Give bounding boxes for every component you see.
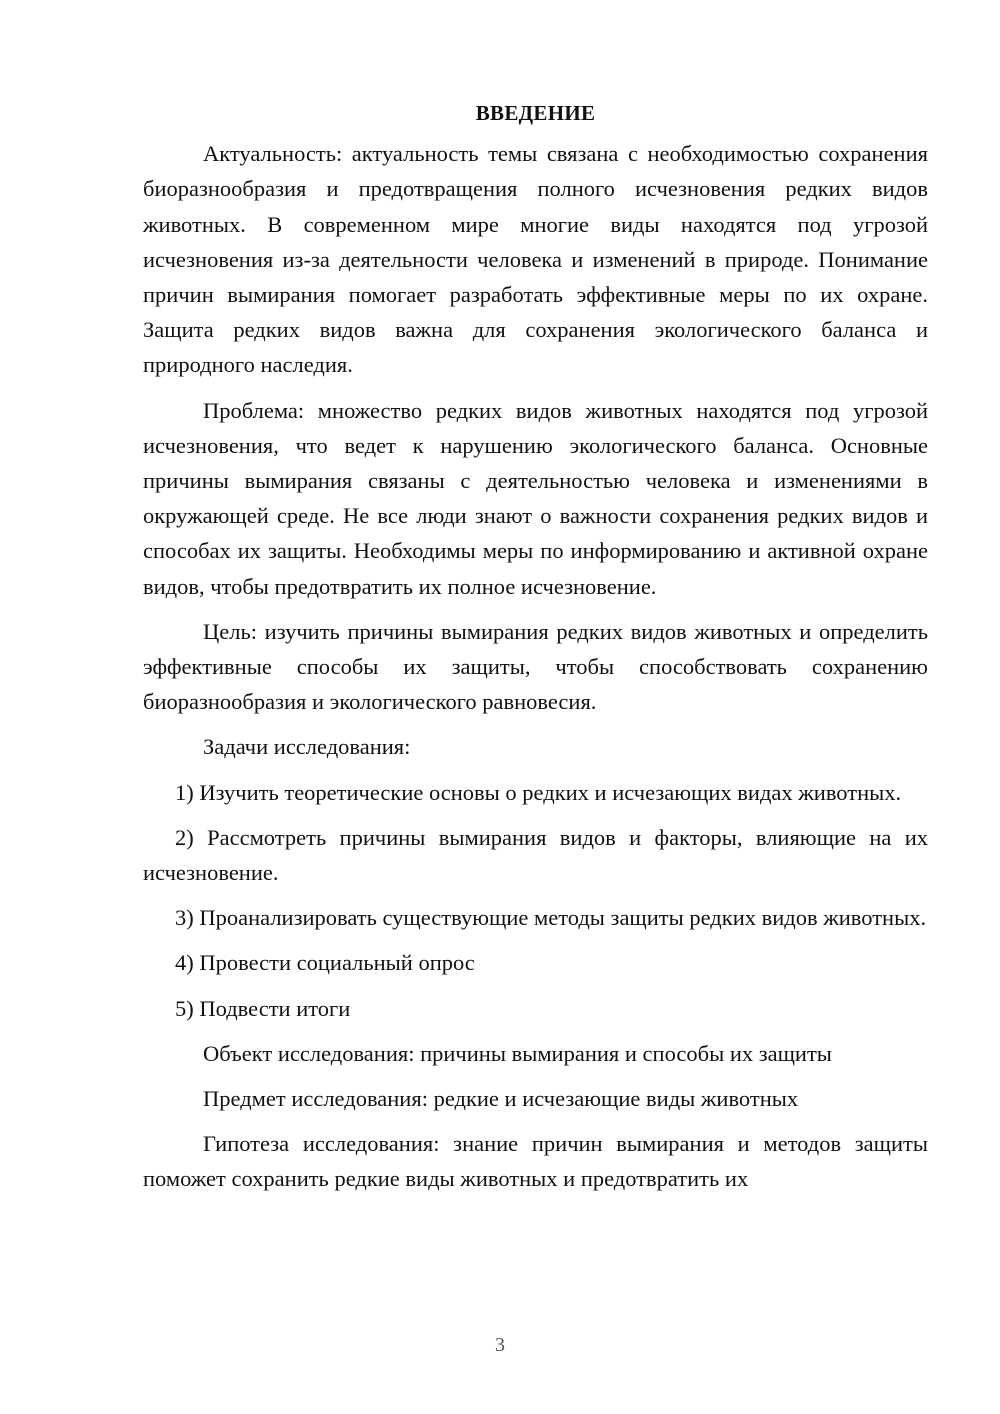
tasks-heading: Задачи исследования: — [203, 734, 411, 760]
task-item-3: 3) Проанализировать существующие методы защиты редких видов животных. — [175, 905, 927, 931]
problem-paragraph: Проблема: множество редких видов животных находятся под угрозой исчезновения, что ведет к нарушению экологического баланса. Основные причины вымирания связаны с деятельностью человека и изменениями в окружающей среде. Не все люди знают о важности сохранения редких видов и способах их защиты. Необходимы меры по информированию и активной охране видов, чтобы предотвратить их полное исчезновение. — [143, 397, 928, 599]
task-item-2: 2) Рассмотреть причины вымирания видов и факторы, влияющие на их исчезновение. — [143, 824, 928, 886]
relevance-paragraph: Актуальность: актуальность темы связана с необходимостью сохранения биоразнообразия и предотвращения полного исчезновения редких видов животных. В современном мире многие виды находятся под угрозой исчезновения из-за деятельности человека и изменений в природе. Понимание причин вымирания помогает разработать эффективные меры по их охране. Защита редких видов важна для сохранения экологического баланса и природного наследия. — [143, 141, 928, 378]
research-subject: Предмет исследования: редкие и исчезающие виды животных — [203, 1086, 799, 1112]
task-item-4: 4) Провести социальный опрос — [175, 950, 475, 976]
research-object: Объект исследования: причины вымирания и способы их защиты — [203, 1040, 832, 1066]
page-content — [143, 96, 928, 1207]
task-item-5: 5) Подвести итоги — [175, 995, 351, 1021]
research-hypothesis: Гипотеза исследования: знание причин вымирания и методов защиты поможет сохранить редкие виды животных и предотвратить их — [143, 1131, 928, 1192]
task-item-1: 1) Изучить теоретические основы о редких и исчезающих видах животных. — [175, 779, 902, 805]
page-title: ВВЕДЕНИЕ — [475, 101, 596, 125]
goal-paragraph: Цель: изучить причины вымирания редких видов животных и определить эффективные способы их защиты, чтобы способствовать сохранению биоразнообразия и экологического равновесия. — [143, 618, 928, 715]
page-number: 3 — [495, 1334, 505, 1356]
